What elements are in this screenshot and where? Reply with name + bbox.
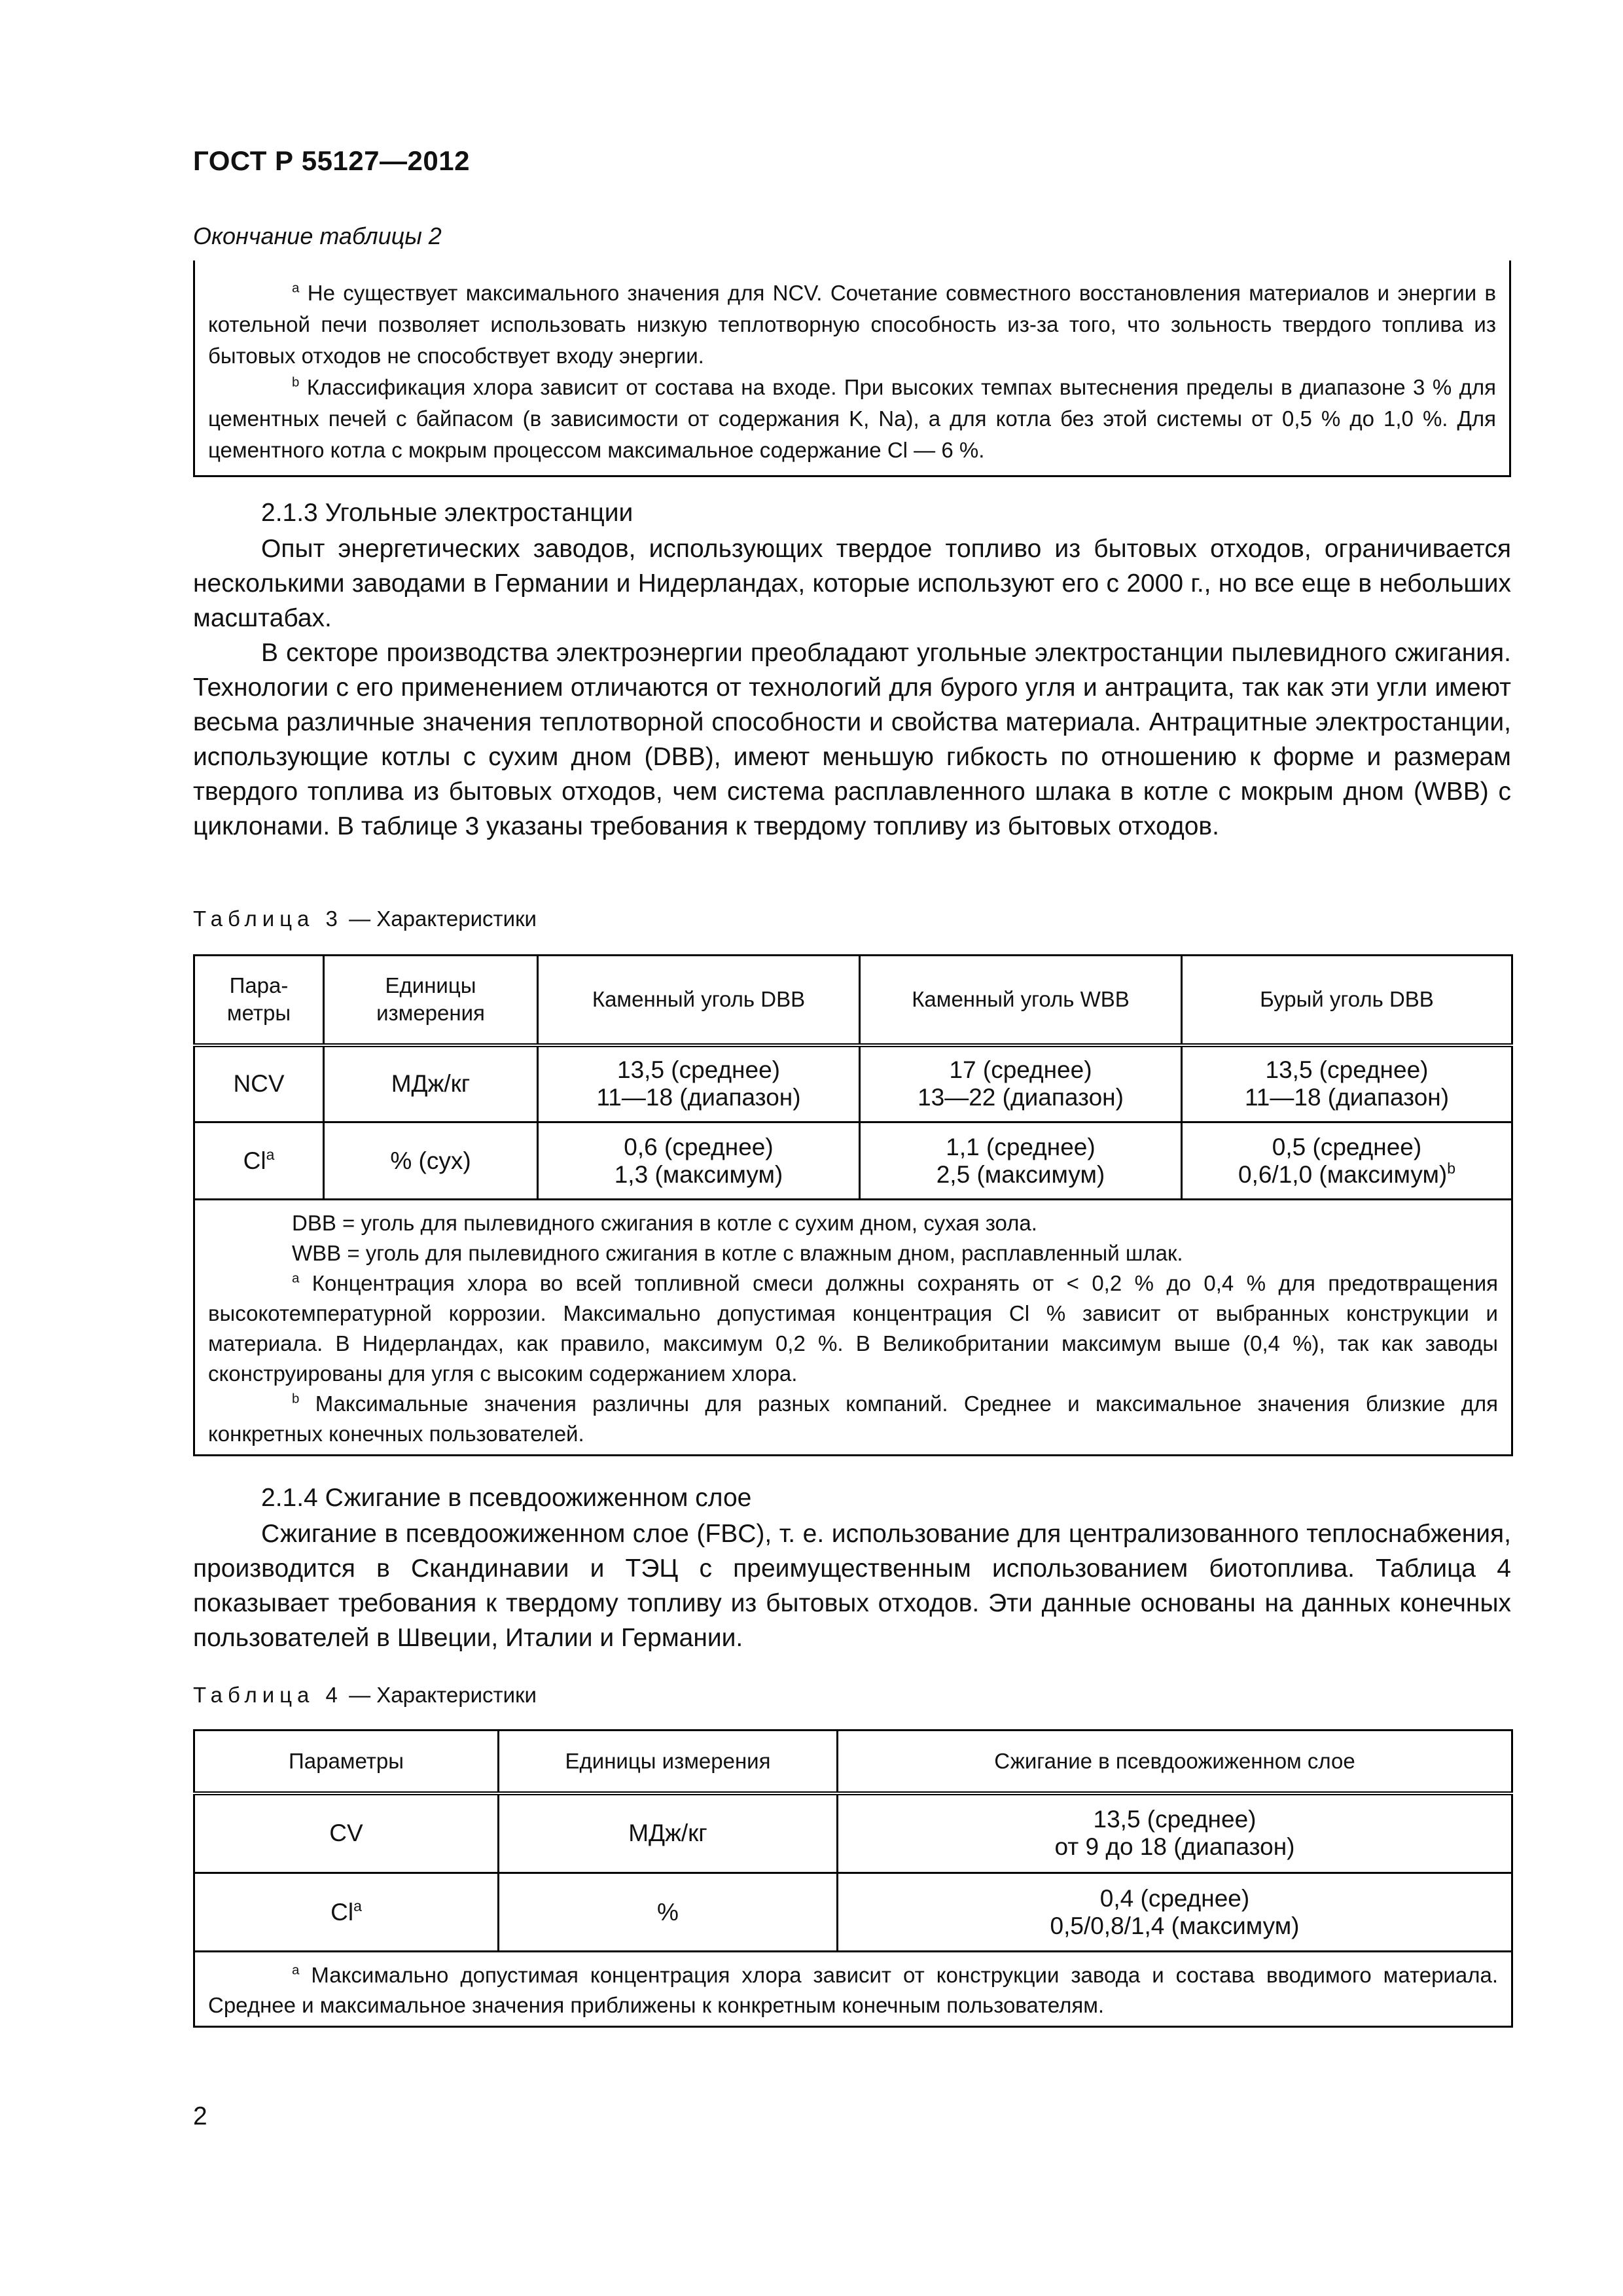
table-cell: МДж/кг: [324, 1045, 538, 1122]
section-heading-2-1-4: 2.1.4 Сжигание в псевдоожиженном слое: [261, 1484, 752, 1512]
table-cell: % (сух): [324, 1122, 538, 1200]
table-header-cell: Каменный уголь WBB: [860, 956, 1182, 1045]
standard-code: ГОСТ Р 55127—2012: [193, 145, 470, 176]
table-header-cell: Параметры: [194, 1731, 499, 1793]
table-cell: МДж/кг: [499, 1793, 838, 1873]
table-cell: CV: [194, 1793, 499, 1873]
table-header-cell: Каменный уголь DBB: [538, 956, 860, 1045]
table-row: [194, 1793, 1512, 1873]
table3-note-b: $^b$ Максимальные значения различны для разных компаний. Среднее и максимальное значения близкие для конкретных конечных пользователей.: [208, 1391, 1499, 1446]
table3-notes: [194, 1200, 1512, 1456]
table-cell: NCV: [194, 1045, 324, 1122]
table-header-cell: Единицы измерения: [499, 1731, 838, 1793]
table-cell: Cl$^a$: [194, 1122, 324, 1200]
section-heading-2-1-3: 2.1.3 Угольные электростанции: [261, 499, 633, 527]
table2-note-b: $^b$ Классификация хлора зависит от состава на входе. При высоких темпах вытеснения пределы в диапазоне 3 % для цементных печей с байпасом (в зависимости от содержания K, Na), а для котла без этой системы от 0,5 % до 1,0 %. Для цементного котла с мокрым процессом максимальное содержание Cl — 6 %.: [208, 374, 1496, 462]
table3-caption: Таблица 3 — Характеристики: [193, 906, 537, 931]
table3: [193, 954, 1513, 1456]
section-2-1-3-text: [193, 531, 1511, 844]
table-notes-row: [194, 1952, 1512, 2027]
table-cell: 17 (среднее) 13—22 (диапазон): [860, 1045, 1182, 1122]
table-notes-row: [194, 1200, 1512, 1456]
table4: [193, 1729, 1513, 2028]
table-header-cell: Бурый уголь DBB: [1182, 956, 1512, 1045]
paragraph: В секторе производства электроэнергии преобладают угольные электростанции пылевидного сжигания. Технологии с его применением отличаются от технологий для бурого угля и антрацита, так как эти угли имеют весьма различные значения теплотворной способности и свойства материала. Антрацитные электростанции, использующие котлы с сухим дном (DBB), имеют меньшую гибкость по отношению к форме и размерам твердого топлива из бытовых отходов, чем система расплавленного шлака в котле с мокрым дном (WBB) с циклонами. В таблице 3 указаны требования к твердому топливу из бытовых отходов.: [193, 639, 1511, 840]
table-header-cell: Пара-метры: [194, 956, 324, 1045]
page-number: 2: [193, 2102, 207, 2130]
table2-notes: [193, 260, 1511, 477]
table-continuation-label: Окончание таблицы 2: [193, 223, 442, 249]
table-row: [194, 1045, 1512, 1122]
table-cell: 0,4 (среднее) 0,5/0,8/1,4 (максимум): [838, 1873, 1512, 1952]
table-cell: 1,1 (среднее) 2,5 (максимум): [860, 1122, 1182, 1200]
table-cell: 0,5 (среднее) 0,6/1,0 (максимум)$^b$: [1182, 1122, 1512, 1200]
paragraph: Опыт энергетических заводов, использующих твердое топливо из бытовых отходов, ограничивается несколькими заводами в Германии и Нидерландах, которые используют его с 2000 г., но все еще в небольших масштабах.: [193, 535, 1511, 632]
table4-caption: Таблица 4 — Характеристики: [193, 1683, 537, 1707]
table-cell: 13,5 (среднее) от 9 до 18 (диапазон): [838, 1793, 1512, 1873]
table-cell: 13,5 (среднее) 11—18 (диапазон): [1182, 1045, 1512, 1122]
table4-note-a: $^a$ Максимально допустимая концентрация хлора зависит от конструкции завода и состава вводимого материала. Среднее и максимальное значения приближены к конкретным конечным пользователям.: [208, 1962, 1498, 2017]
note-dbb: DBB = уголь для пылевидного сжигания в котле с сухим дном, сухая зола.: [292, 1211, 1037, 1235]
table-header-cell: Сжигание в псевдоожиженном слое: [838, 1731, 1512, 1793]
note-wbb: WBB = уголь для пылевидного сжигания в котле с влажным дном, расплавленный шлак.: [292, 1241, 1183, 1265]
table-cell: %: [499, 1873, 838, 1952]
table-header-cell: Единицы измерения: [324, 956, 538, 1045]
section-2-1-4-text: [193, 1516, 1511, 1655]
table-row: [194, 1122, 1512, 1200]
table3-note-a: $^a$ Концентрация хлора во всей топливной смеси должны сохранять от < 0,2 % до 0,4 % для предотвращения высокотемпературной коррозии. Максимально допустимая концентрация Cl % зависит от выбранных конструкции и материала. В Нидерландах, как правило, максимум 0,2 %. В Великобритании максимум выше (0,4 %), так как заводы сконструированы для угля с высоким содержанием хлора.: [208, 1270, 1498, 1386]
table-cell: 13,5 (среднее) 11—18 (диапазон): [538, 1045, 860, 1122]
table-row: [194, 1873, 1512, 1952]
table-cell: Cl$^a$: [194, 1873, 499, 1952]
table4-notes: [194, 1952, 1512, 2027]
table2-note-a: $^a$ Не существует максимального значения для NCV. Сочетание совместного восстановления материалов и энергии в котельной печи позволяет использовать низкую теплотворную способность из-за того, что зольность твердого топлива из бытовых отходов не способствует входу энергии.: [208, 280, 1497, 368]
paragraph: Сжигание в псевдоожиженном слое (FBC), т. е. использование для централизованного теплоснабжения, производится в Скандинавии и ТЭЦ с преимущественным использованием биотоплива. Таблица 4 показывает требования к твердому топливу из бытовых отходов. Эти данные основаны на данных конечных пользователей в Швеции, Италии и Германии.: [193, 1520, 1511, 1652]
table-cell: 0,6 (среднее) 1,3 (максимум): [538, 1122, 860, 1200]
